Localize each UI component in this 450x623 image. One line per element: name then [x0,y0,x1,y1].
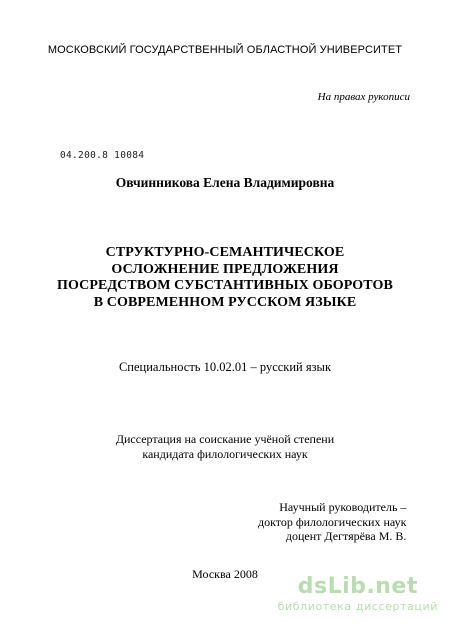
supervisor-block [258,500,406,544]
registration-stamp: 04.200.8 10084 [60,150,145,161]
supervisor-line: доктор филологических наук [258,514,407,529]
university-name: МОСКОВСКИЙ ГОСУДАРСТВЕННЫЙ ОБЛАСТНОЙ УНИВЕРСИТЕТ [47,44,403,56]
title-line: В СОВРЕМЕННОМ РУССКОМ ЯЗЫКЕ [93,294,357,310]
dissertation-title [0,245,450,311]
title-line: ПОСРЕДСТВОМ СУБСТАНТИВНЫХ ОБОРОТОВ [57,278,393,293]
degree-line: кандидата филологических наук [142,446,308,461]
title-line: ОСЛОЖНЕНИЕ ПРЕДЛОЖЕНИЯ [111,261,339,277]
supervisor-line: Научный руководитель – [279,500,407,514]
title-line: СТРУКТУРНО-СЕМАНТИЧЕСКОЕ [105,245,345,260]
dslib-watermark [278,576,438,613]
watermark-logo: dsLib.net [297,574,418,599]
author-name: Овчинникова Елена Владимировна [115,175,335,190]
degree-line: Диссертация на соискание учёной степени [115,432,335,446]
degree-statement [0,432,450,461]
place-and-year: Москва 2008 [192,567,258,581]
watermark-subtitle: библиотека диссертаций [277,600,438,613]
specialty: Специальность 10.02.01 – русский язык [118,360,332,374]
supervisor-line: доцент Дегтярёва М. В. [285,529,407,543]
rights-notice: На правах рукописи [317,91,410,103]
